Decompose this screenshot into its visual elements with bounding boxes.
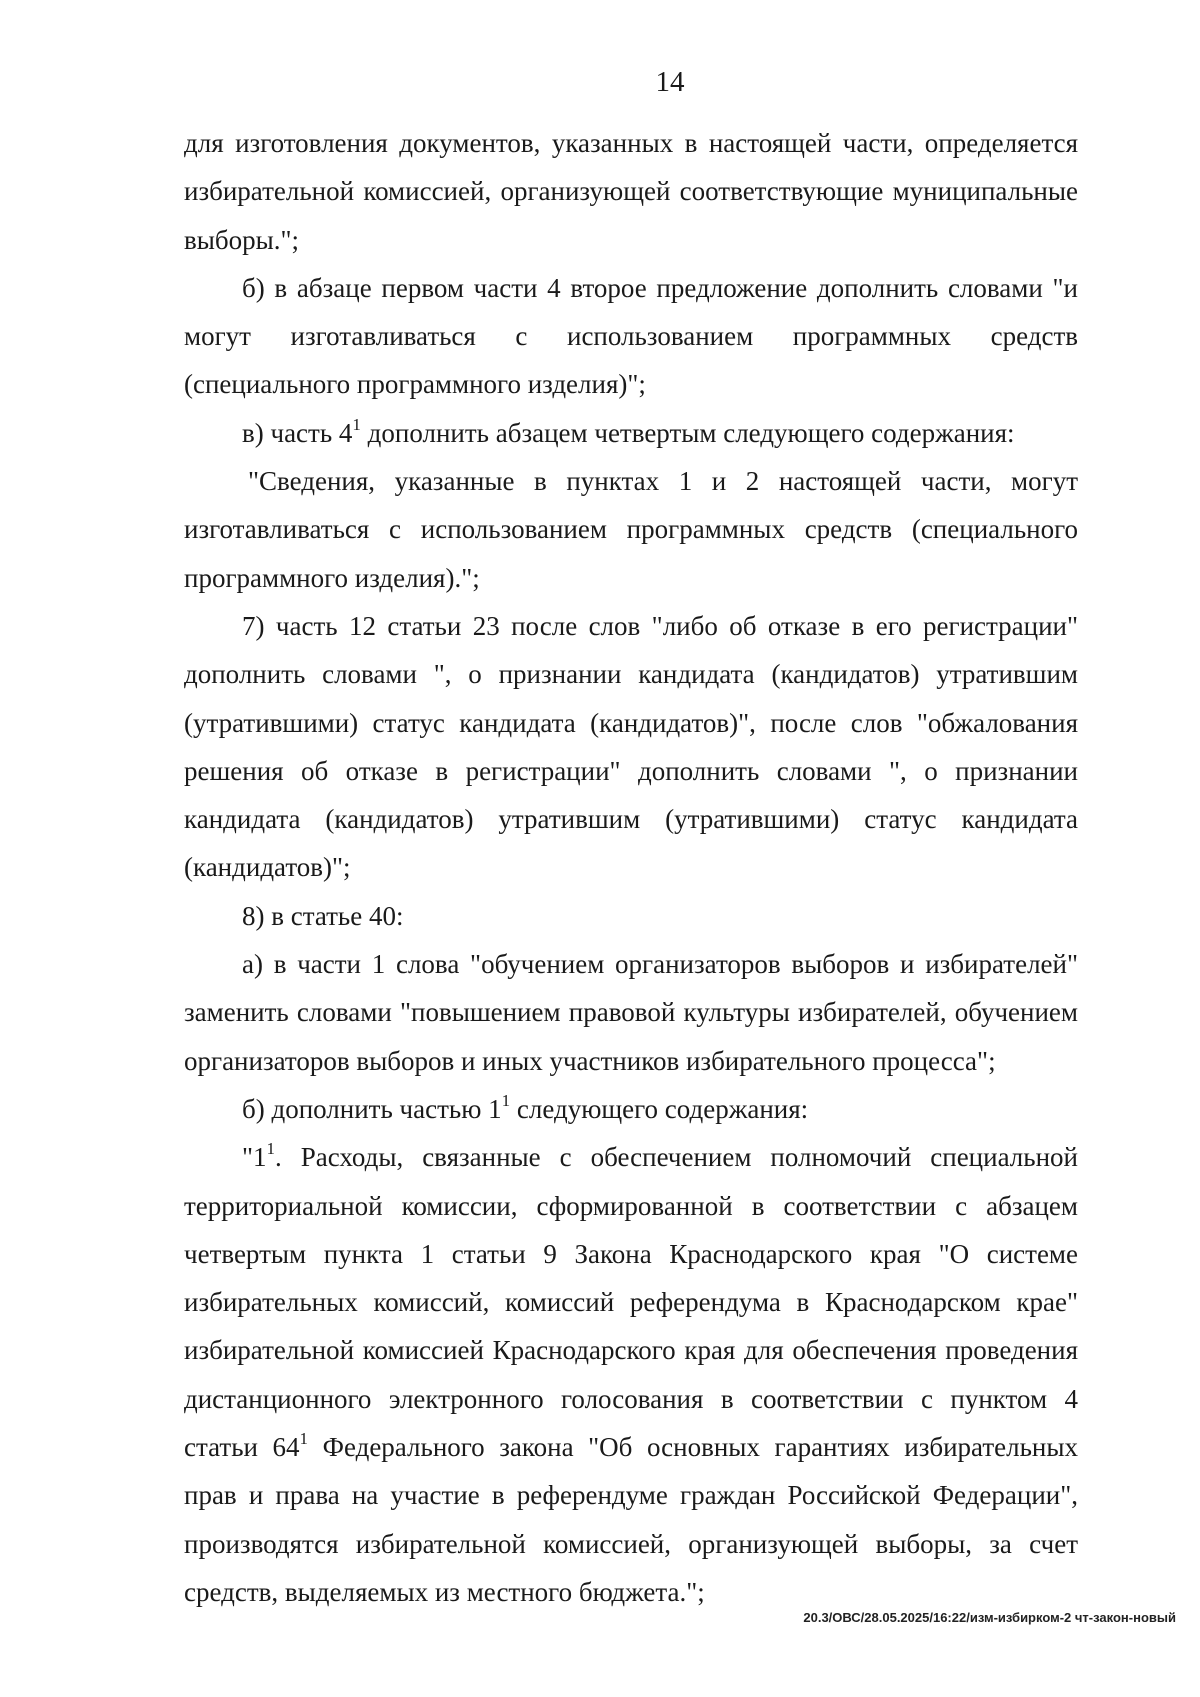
paragraph-1: для изготовления документов, указанных в настоящей части, определяется избирательной комиссией, организующей соответствующие муниципальные выборы."; xyxy=(184,128,1078,255)
paragraph-7: а) в части 1 слова "обучением организаторов выборов и избирателей" заменить словами "повышением правовой культуры избирателей, обучением организаторов выборов и иных участников избирательного процесса"; xyxy=(184,949,1078,1076)
paragraph-9-text-c: Федерального закона "Об основных гарантиях избирательных прав и права на участие в референдуме граждан Российской Федерации", производятся избирательной комиссией, организующей выборы, за счет средств, выделяемых из местного бюджета."; xyxy=(184,1432,1078,1607)
superscript: 1 xyxy=(266,1139,276,1159)
paragraph-2: б) в абзаце первом части 4 второе предложение дополнить словами "и могут изготавливаться с использованием программных средств (специального программного изделия)"; xyxy=(184,272,1078,400)
paragraph-8-text-a: б) дополнить частью 1 xyxy=(242,1093,502,1124)
paragraph-5: 7) часть 12 статьи 23 после слов "либо об отказе в его регистрации" дополнить словами ", о признании кандидата (кандидатов) утратившим (утратившими) статус кандидата (кандидатов)", после слов "обжалования решения об отказе в регистрации" дополнить словами ", о признании кандидата (кандидатов) утратившим (утратившими) статус кандидата (кандидатов)"; xyxy=(184,610,1078,883)
document-footer-code: 20.3/ОВС/28.05.2025/16:22/изм-избирком-2 чт-закон-новый xyxy=(803,1610,1176,1625)
superscript: 1 xyxy=(352,414,361,434)
document-body xyxy=(184,119,1078,1616)
paragraph-8 xyxy=(184,1085,1078,1133)
paragraph-3-text-b: дополнить абзацем четвертым следующего содержания: xyxy=(360,417,1015,448)
superscript: 1 xyxy=(501,1090,511,1110)
paragraph-9 xyxy=(184,1133,1078,1616)
paragraph-6: 8) в статье 40: xyxy=(242,900,404,931)
paragraph-8-text-b: следующего содержания: xyxy=(510,1093,809,1124)
page-number: 14 xyxy=(655,66,685,98)
paragraph-9-text-a: "1 xyxy=(242,1142,267,1173)
superscript: 1 xyxy=(299,1429,309,1449)
paragraph-3-text-a: в) часть 4 xyxy=(242,417,353,448)
paragraph-4: "Сведения, указанные в пунктах 1 и 2 настоящей части, могут изготавливаться с использованием программных средств (специального программного изделия)."; xyxy=(184,466,1078,593)
paragraph-9-text-b: . Расходы, связанные с обеспечением полномочий специальной территориальной комиссии, сформированной в соответствии с абзацем четвертым пункта 1 статьи 9 Закона Краснодарского края "О системе избирательных комиссий, комиссий референдума в Краснодарском крае" избирательной комиссией Краснодарского края для обеспечения проведения дистанционного электронного голосования в соответствии с пунктом 4 статьи 64 xyxy=(184,1142,1078,1463)
paragraph-3 xyxy=(184,409,1078,457)
